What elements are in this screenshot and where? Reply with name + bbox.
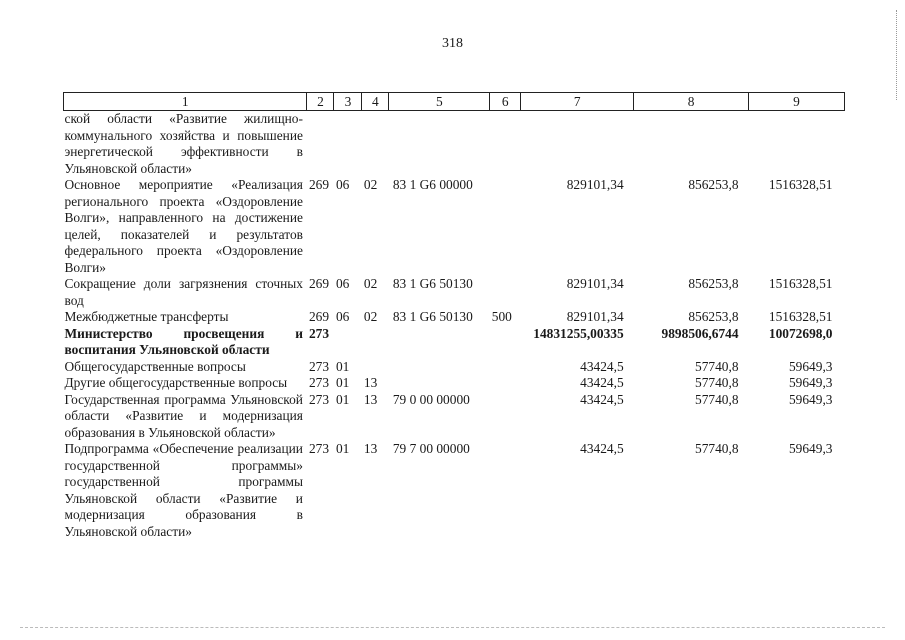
amount-col9-cell: 1516328,51 <box>768 309 833 324</box>
admin-code-cell: 273 <box>308 441 330 456</box>
amount-col8-cell: 57740,8 <box>695 441 739 456</box>
expense-type-cell <box>490 375 521 392</box>
row-name-cell: ской области «Развитие жилищно-коммунального хозяйства и повышение энергетической эффективности в Ульяновской области» <box>64 111 303 176</box>
admin-code-cell <box>307 111 334 178</box>
amount-col8-cell: 57740,8 <box>695 375 739 390</box>
expense-type-cell <box>490 441 521 540</box>
expense-type-cell <box>490 326 521 359</box>
target-article-cell <box>389 359 490 376</box>
header-row <box>64 93 845 111</box>
amount-col8-cell: 856253,8 <box>688 177 739 192</box>
table-row <box>64 375 845 392</box>
section-code-cell: 06 <box>335 276 350 291</box>
amount-col8-cell: 9898506,6744 <box>661 325 739 341</box>
table-row <box>64 392 845 442</box>
table-row <box>64 326 845 359</box>
expense-type-cell <box>490 392 521 442</box>
scan-edge-mark <box>890 10 897 100</box>
subsection-code-cell: 13 <box>363 375 378 390</box>
table-row <box>64 177 845 276</box>
admin-code-cell: 273 <box>308 358 330 374</box>
section-code-cell: 06 <box>335 309 350 324</box>
subsection-code-cell: 02 <box>363 177 378 192</box>
target-article-cell <box>389 375 490 392</box>
column-header: 7 <box>521 93 634 111</box>
amount-col9-cell: 59649,3 <box>788 441 833 456</box>
admin-code-cell: 269 <box>308 177 330 192</box>
column-header: 1 <box>64 93 307 111</box>
admin-code-cell: 269 <box>308 309 330 324</box>
amount-col8-cell: 57740,8 <box>695 391 739 407</box>
expense-type-cell <box>490 111 521 178</box>
admin-code-cell: 269 <box>308 276 330 291</box>
amount-col9-cell: 59649,3 <box>788 358 833 374</box>
section-code-cell: 06 <box>335 177 350 192</box>
subsection-code-cell: 02 <box>363 309 378 324</box>
amount-col9-cell: 1516328,51 <box>768 177 833 192</box>
subsection-code-cell <box>362 111 389 178</box>
admin-code-cell: 273 <box>308 375 330 390</box>
page-number: 318 <box>442 36 463 51</box>
row-name-cell: Общегосударственные вопросы <box>64 358 246 374</box>
amount-col7-cell: 829101,34 <box>566 276 624 291</box>
subsection-code-cell <box>362 359 389 376</box>
table-header <box>64 93 845 111</box>
row-name-cell: Подпрограмма «Обеспечение реализации государственной программы» государственной программы Ульяновской области «Развитие и модернизация образования в Ульяновской области» <box>64 441 303 539</box>
column-header: 4 <box>362 93 389 111</box>
scan-bottom-edge <box>20 627 885 631</box>
budget-table <box>63 92 845 540</box>
admin-code-cell: 273 <box>308 391 330 407</box>
table-row <box>64 276 845 309</box>
expense-type-cell <box>490 359 521 376</box>
row-name-cell: Межбюджетные трансферты <box>64 309 229 324</box>
subsection-code-cell: 13 <box>363 441 378 456</box>
subsection-code-cell: 13 <box>363 391 378 407</box>
expense-type-cell: 500 <box>491 309 512 324</box>
target-article-cell: 83 1 G6 00000 <box>392 177 473 192</box>
amount-col9-cell <box>749 111 845 178</box>
target-article-cell: 83 1 G6 50130 <box>392 309 473 324</box>
target-article-cell: 79 7 00 00000 <box>392 441 470 456</box>
expense-type-cell <box>490 177 521 276</box>
table-row <box>64 441 845 540</box>
amount-col7-cell: 43424,5 <box>580 358 624 374</box>
target-article-cell: 83 1 G6 50130 <box>392 276 473 291</box>
amount-col7-cell: 829101,34 <box>566 177 624 192</box>
row-name-cell: Министерство просвещения и воспитания Ульяновской области <box>64 325 303 357</box>
expense-type-cell <box>490 276 521 309</box>
section-code-cell <box>334 326 362 359</box>
row-name-cell: Государственная программа Ульяновской области «Развитие и модернизация образования в Ульяновской области» <box>64 391 303 440</box>
section-code-cell <box>334 111 362 178</box>
amount-col8-cell: 856253,8 <box>688 276 739 291</box>
target-article-cell <box>389 111 490 178</box>
admin-code-cell: 273 <box>308 325 330 341</box>
amount-col8-cell <box>634 111 749 178</box>
amount-col7-cell <box>521 111 634 178</box>
target-article-cell <box>389 326 490 359</box>
table-body <box>64 111 845 541</box>
amount-col9-cell: 10072698,0 <box>768 325 833 341</box>
table-row <box>64 359 845 376</box>
amount-col8-cell: 856253,8 <box>688 309 739 324</box>
subsection-code-cell: 02 <box>363 276 378 291</box>
section-code-cell: 01 <box>335 375 350 390</box>
column-header: 2 <box>307 93 334 111</box>
section-code-cell: 01 <box>335 391 350 407</box>
column-header: 8 <box>634 93 749 111</box>
column-header: 5 <box>389 93 490 111</box>
section-code-cell: 01 <box>335 441 350 456</box>
column-header: 6 <box>490 93 521 111</box>
column-header: 3 <box>334 93 362 111</box>
row-name-cell: Другие общегосударственные вопросы <box>64 375 288 390</box>
row-name-cell: Сокращение доли загрязнения сточных вод <box>64 276 303 308</box>
section-code-cell: 01 <box>335 358 350 374</box>
column-header: 9 <box>749 93 845 111</box>
amount-col9-cell: 1516328,51 <box>768 276 833 291</box>
amount-col9-cell: 59649,3 <box>788 375 833 390</box>
amount-col7-cell: 14831255,00335 <box>533 325 624 341</box>
row-name-cell: Основное мероприятие «Реализация регионального проекта «Оздоровление Волги», направленного на достижение целей, показателей и результатов федерального проекта «Оздоровление Волги» <box>64 177 303 275</box>
table-row <box>64 111 845 178</box>
table-row <box>64 309 845 326</box>
amount-col9-cell: 59649,3 <box>788 391 833 407</box>
amount-col7-cell: 829101,34 <box>566 309 624 324</box>
target-article-cell: 79 0 00 00000 <box>392 391 470 407</box>
amount-col7-cell: 43424,5 <box>580 375 624 390</box>
amount-col8-cell: 57740,8 <box>695 358 739 374</box>
amount-col7-cell: 43424,5 <box>580 441 624 456</box>
amount-col7-cell: 43424,5 <box>580 391 624 407</box>
subsection-code-cell <box>362 326 389 359</box>
